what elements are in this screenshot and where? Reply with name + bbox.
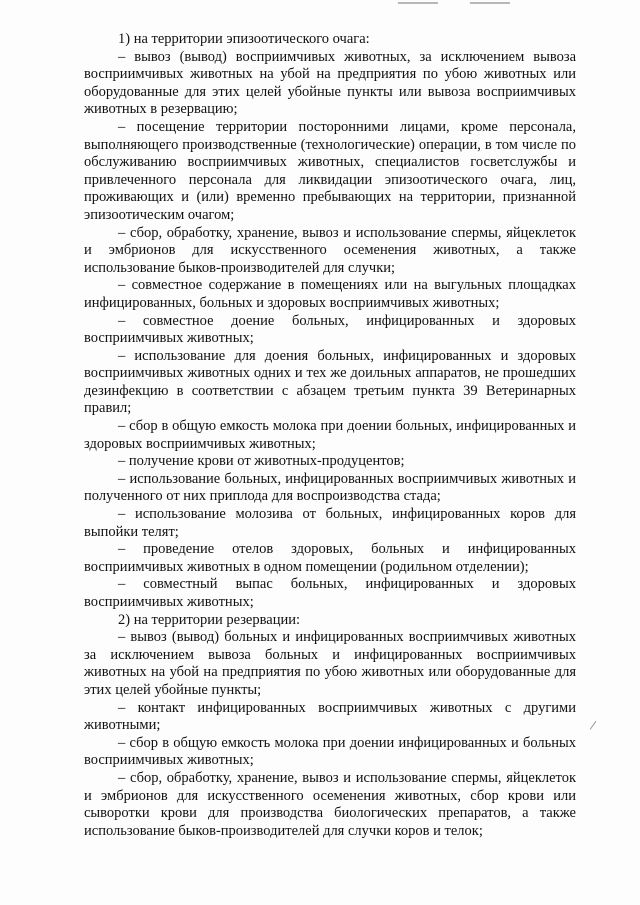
paragraph: – сбор, обработку, хранение, вывоз и использование спермы, яйцеклеток и эмбрионов для искусственного осеменения животных, а также использование быков-производителей для случки; xyxy=(84,224,576,276)
pen-mark xyxy=(590,721,601,733)
paragraph: – совместное доение больных, инфицированных и здоровых восприимчивых животных; xyxy=(84,312,576,347)
paragraph: – сбор в общую емкость молока при доении инфицированных и больных восприимчивых животных; xyxy=(84,734,576,769)
paragraph: – совместный выпас больных, инфицированных и здоровых восприимчивых животных; xyxy=(84,576,576,610)
document-body xyxy=(84,31,576,840)
paragraph: – совместное содержание в помещениях или на выгульных площадках инфицированных, больных и здоровых восприимчивых животных; xyxy=(84,277,576,311)
paragraph: – вывоз (вывод) больных и инфицированных восприимчивых животных за исключением вывоза больных и инфицированных восприимчивых животных на убой на предприятия по убою животных или оборудованные для этих целей убойные пункты; xyxy=(84,629,576,698)
paragraph: – проведение отелов здоровых, больных и инфицированных восприимчивых животных в одном помещении (родильном отделении); xyxy=(84,541,576,575)
paragraph: – использование молозива от больных, инфицированных коров для выпойки телят; xyxy=(84,506,576,540)
paragraph: – сбор в общую емкость молока при доении больных, инфицированных и здоровых восприимчивых животных; xyxy=(84,418,576,452)
scan-edge-line xyxy=(470,2,510,4)
paragraph: – получение крови от животных-продуцентов; xyxy=(118,453,405,470)
paragraph: – контакт инфицированных восприимчивых животных с другими животными; xyxy=(84,699,576,734)
scan-edge-line xyxy=(398,2,438,4)
paragraph-heading-1: 1) на территории эпизоотического очага: xyxy=(118,31,370,47)
paragraph: – использование для доения больных, инфицированных и здоровых восприимчивых животных одних и тех же доильных аппаратов, не прошедших дезинфекцию в соответствии с абзацем третьим пункта 39 Ветеринарных правил; xyxy=(84,347,576,417)
paragraph: – вывоз (вывод) восприимчивых животных, за исключением вывоза восприимчивых животных на убой на предприятия по убою животных или оборудованные для этих целей убойные пункты или вывоза восприимчивых животных в резервацию; xyxy=(84,48,576,118)
paragraph: – использование больных, инфицированных восприимчивых животных и полученного от них приплода для воспроизводства стада; xyxy=(84,470,576,505)
paragraph: – посещение территории посторонними лицами, кроме персонала, выполняющего производственные (технологические) операции, в том числе по обслуживанию восприимчивых животных, специалистов госветслужбы и привлеченного персонала для ликвидации эпизоотического очага, лиц, проживающих и (или) временно пребывающих на территории, признанной эпизоотическим очагом; xyxy=(84,118,576,223)
paragraph-heading-2: 2) на территории резервации: xyxy=(118,611,301,628)
paragraph: – сбор, обработку, хранение, вывоз и использование спермы, яйцеклеток и эмбрионов для искусственного осеменения животных, сбор крови или сыворотки крови для производства биологических препаратов, а также использование быков-производителей для случки коров и телок; xyxy=(84,769,576,839)
